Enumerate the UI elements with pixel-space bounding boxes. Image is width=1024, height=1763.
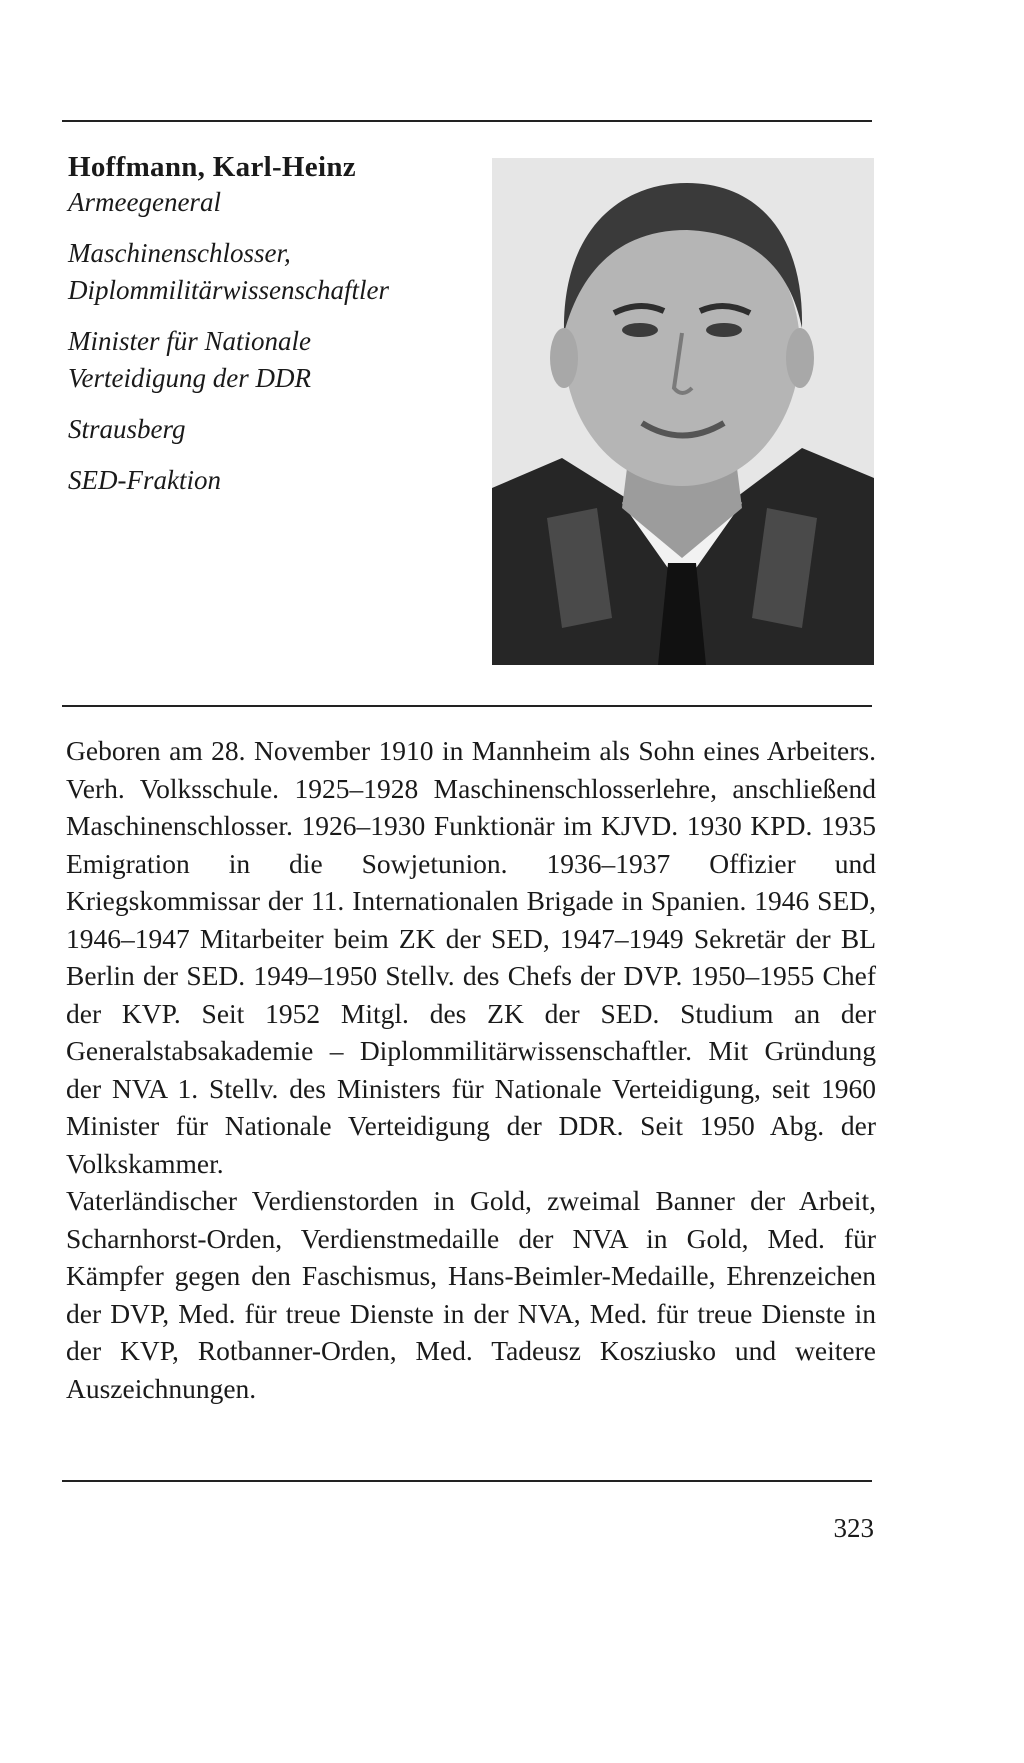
biography-paragraph: Geboren am 28. November 1910 in Mannheim als Sohn eines Arbeiters. Verh. Volksschule. 1925–1928 Maschinenschlosserlehre, anschließend Maschinenschlosser. 1926–1930 Funktionär im KJVD. 1930 KPD. 1935 Emigration in die Sowjetunion. 1936–1937 Offizier und Kriegskommissar der 11. Internationalen Brigade in Spanien. 1946 SED, 1946–1947 Mitarbeiter beim ZK der SED, 1947–1949 Sekretär der BL Berlin der SED. 1949–1950 Stellv. des Chefs der DVP. 1950–1955 Chef der KVP. Seit 1952 Mitgl. des ZK der SED. Studium an der Generalstabsakademie – Diplommilitärwissenschaftler. Mit Gründung der NVA 1. Stellv. des Ministers für Nationale Verteidigung, seit 1960 Minister für Nationale Verteidigung der DDR. Seit 1950 Abg. der Volkskammer.: [66, 735, 876, 1179]
profession-line-1: Maschinenschlosser,: [68, 238, 291, 268]
bottom-rule: [62, 1480, 872, 1482]
portrait-photo: [492, 158, 874, 665]
profession-line-2: Diplommilitärwissenschaftler: [68, 275, 390, 305]
office-line-2: Verteidigung der DDR: [68, 363, 311, 393]
residence: Strausberg: [68, 414, 186, 444]
person-name: Hoffmann, Karl-Heinz: [68, 151, 356, 183]
top-rule: [62, 120, 872, 122]
middle-rule: [62, 705, 872, 707]
page-number: 323: [833, 1513, 874, 1543]
biography-body: [66, 732, 876, 1407]
entry-header: [68, 150, 488, 499]
office-line-1: Minister für Nationale: [68, 326, 311, 356]
awards-paragraph: Vaterländischer Verdienstorden in Gold, zweimal Banner der Arbeit, Scharnhorst-Orden, Verdienstmedaille der NVA in Gold, Med. für Kämpfer gegen den Faschismus, Hans-Beimler-Medaille, Ehrenzeichen der DVP, Med. für treue Dienste in der NVA, Med. für treue Dienste in der KVP, Rotbanner-Orden, Med. Tadeusz Kosziusko und weitere Auszeichnungen.: [66, 1185, 876, 1404]
military-rank: Armeegeneral: [68, 187, 221, 217]
parliamentary-faction: SED-Fraktion: [68, 465, 221, 495]
